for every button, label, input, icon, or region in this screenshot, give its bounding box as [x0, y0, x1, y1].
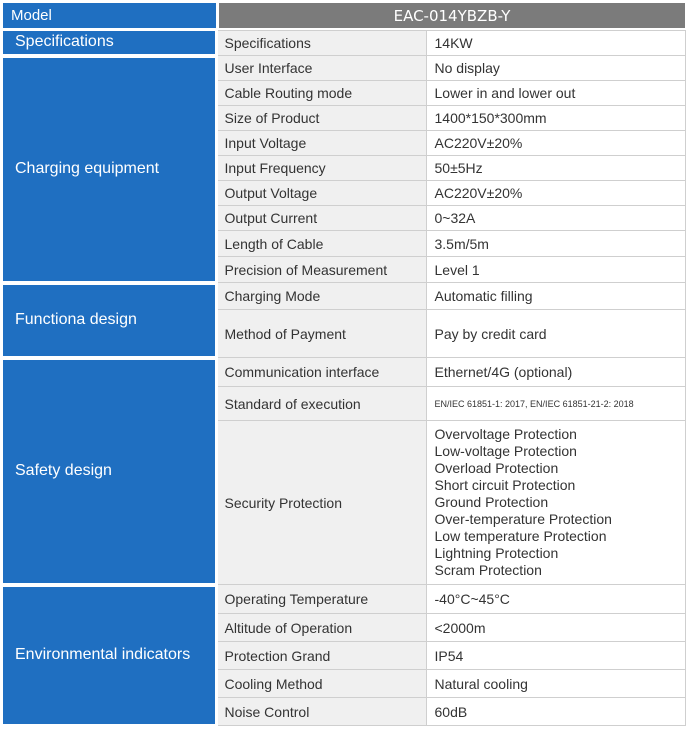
- spec-value: <2000m: [426, 614, 685, 642]
- spec-value: IP54: [426, 642, 685, 670]
- model-label: Model: [3, 3, 216, 28]
- spec-value: Lower in and lower out: [426, 81, 685, 106]
- spec-value: -40°C~45°C: [426, 585, 685, 614]
- spec-value: Automatic filling: [426, 283, 685, 310]
- spec-value: Pay by credit card: [426, 310, 685, 358]
- spec-key: Communication interface: [216, 358, 426, 387]
- spec-key: Operating Temperature: [216, 585, 426, 614]
- model-value: EAC-014YBZB-Y: [219, 3, 685, 28]
- spec-key: Output Current: [216, 206, 426, 231]
- spec-key: Output Voltage: [216, 181, 426, 206]
- model-header: [3, 3, 685, 28]
- spec-value: AC220V±20%: [426, 131, 685, 156]
- spec-key: Protection Grand: [216, 642, 426, 670]
- spec-key: Noise Control: [216, 698, 426, 726]
- spec-sheet: [3, 3, 685, 728]
- spec-key: User Interface: [216, 56, 426, 81]
- spec-value: 14KW: [426, 31, 685, 56]
- spec-key: Input Frequency: [216, 156, 426, 181]
- spec-key: Size of Product: [216, 106, 426, 131]
- spec-value: AC220V±20%: [426, 181, 685, 206]
- list-item: Low-voltage Protection: [434, 443, 577, 459]
- list-item: Lightning Protection: [434, 545, 559, 561]
- spec-value: No display: [426, 56, 685, 81]
- spec-table: [3, 30, 686, 728]
- table-row: [3, 585, 685, 614]
- table-row: [3, 31, 685, 56]
- security-protection-list: [426, 421, 685, 585]
- section-specifications: Specifications: [3, 31, 216, 56]
- section-environmental-indicators: Environmental indicators: [3, 585, 216, 726]
- spec-key: Method of Payment: [216, 310, 426, 358]
- spec-key: Altitude of Operation: [216, 614, 426, 642]
- spec-key: Length of Cable: [216, 231, 426, 257]
- spec-key: Cable Routing mode: [216, 81, 426, 106]
- spec-value: 60dB: [426, 698, 685, 726]
- spec-key: Input Voltage: [216, 131, 426, 156]
- spec-key: Cooling Method: [216, 670, 426, 698]
- spec-value: Ethernet/4G (optional): [426, 358, 685, 387]
- list-item: Scram Protection: [434, 562, 542, 578]
- list-item: Overload Protection: [434, 460, 559, 476]
- table-row: [3, 283, 685, 310]
- spec-value: 1400*150*300mm: [426, 106, 685, 131]
- list-item: Short circuit Protection: [434, 477, 576, 493]
- spec-key: Specifications: [216, 31, 426, 56]
- list-item: Low temperature Protection: [434, 528, 607, 544]
- spec-key: Precision of Measurement: [216, 257, 426, 283]
- spec-value: 0~32A: [426, 206, 685, 231]
- spec-value: 3.5m/5m: [426, 231, 685, 257]
- list-item: Overvoltage Protection: [434, 426, 577, 442]
- section-safety-design: Safety design: [3, 358, 216, 585]
- spec-value: Level 1: [426, 257, 685, 283]
- spec-key: Standard of execution: [216, 387, 426, 421]
- spec-key: Security Protection: [216, 421, 426, 585]
- list-item: Ground Protection: [434, 494, 549, 510]
- spec-value: EN/IEC 61851-1: 2017, EN/IEC 61851-21-2: 2018: [426, 387, 685, 421]
- section-charging-equipment: Charging equipment: [3, 56, 216, 283]
- spec-value: 50±5Hz: [426, 156, 685, 181]
- spec-key: Charging Mode: [216, 283, 426, 310]
- table-row: [3, 56, 685, 81]
- section-functional-design: Functiona design: [3, 283, 216, 358]
- table-row: [3, 358, 685, 387]
- list-item: Over-temperature Protection: [434, 511, 612, 527]
- spec-value: Natural cooling: [426, 670, 685, 698]
